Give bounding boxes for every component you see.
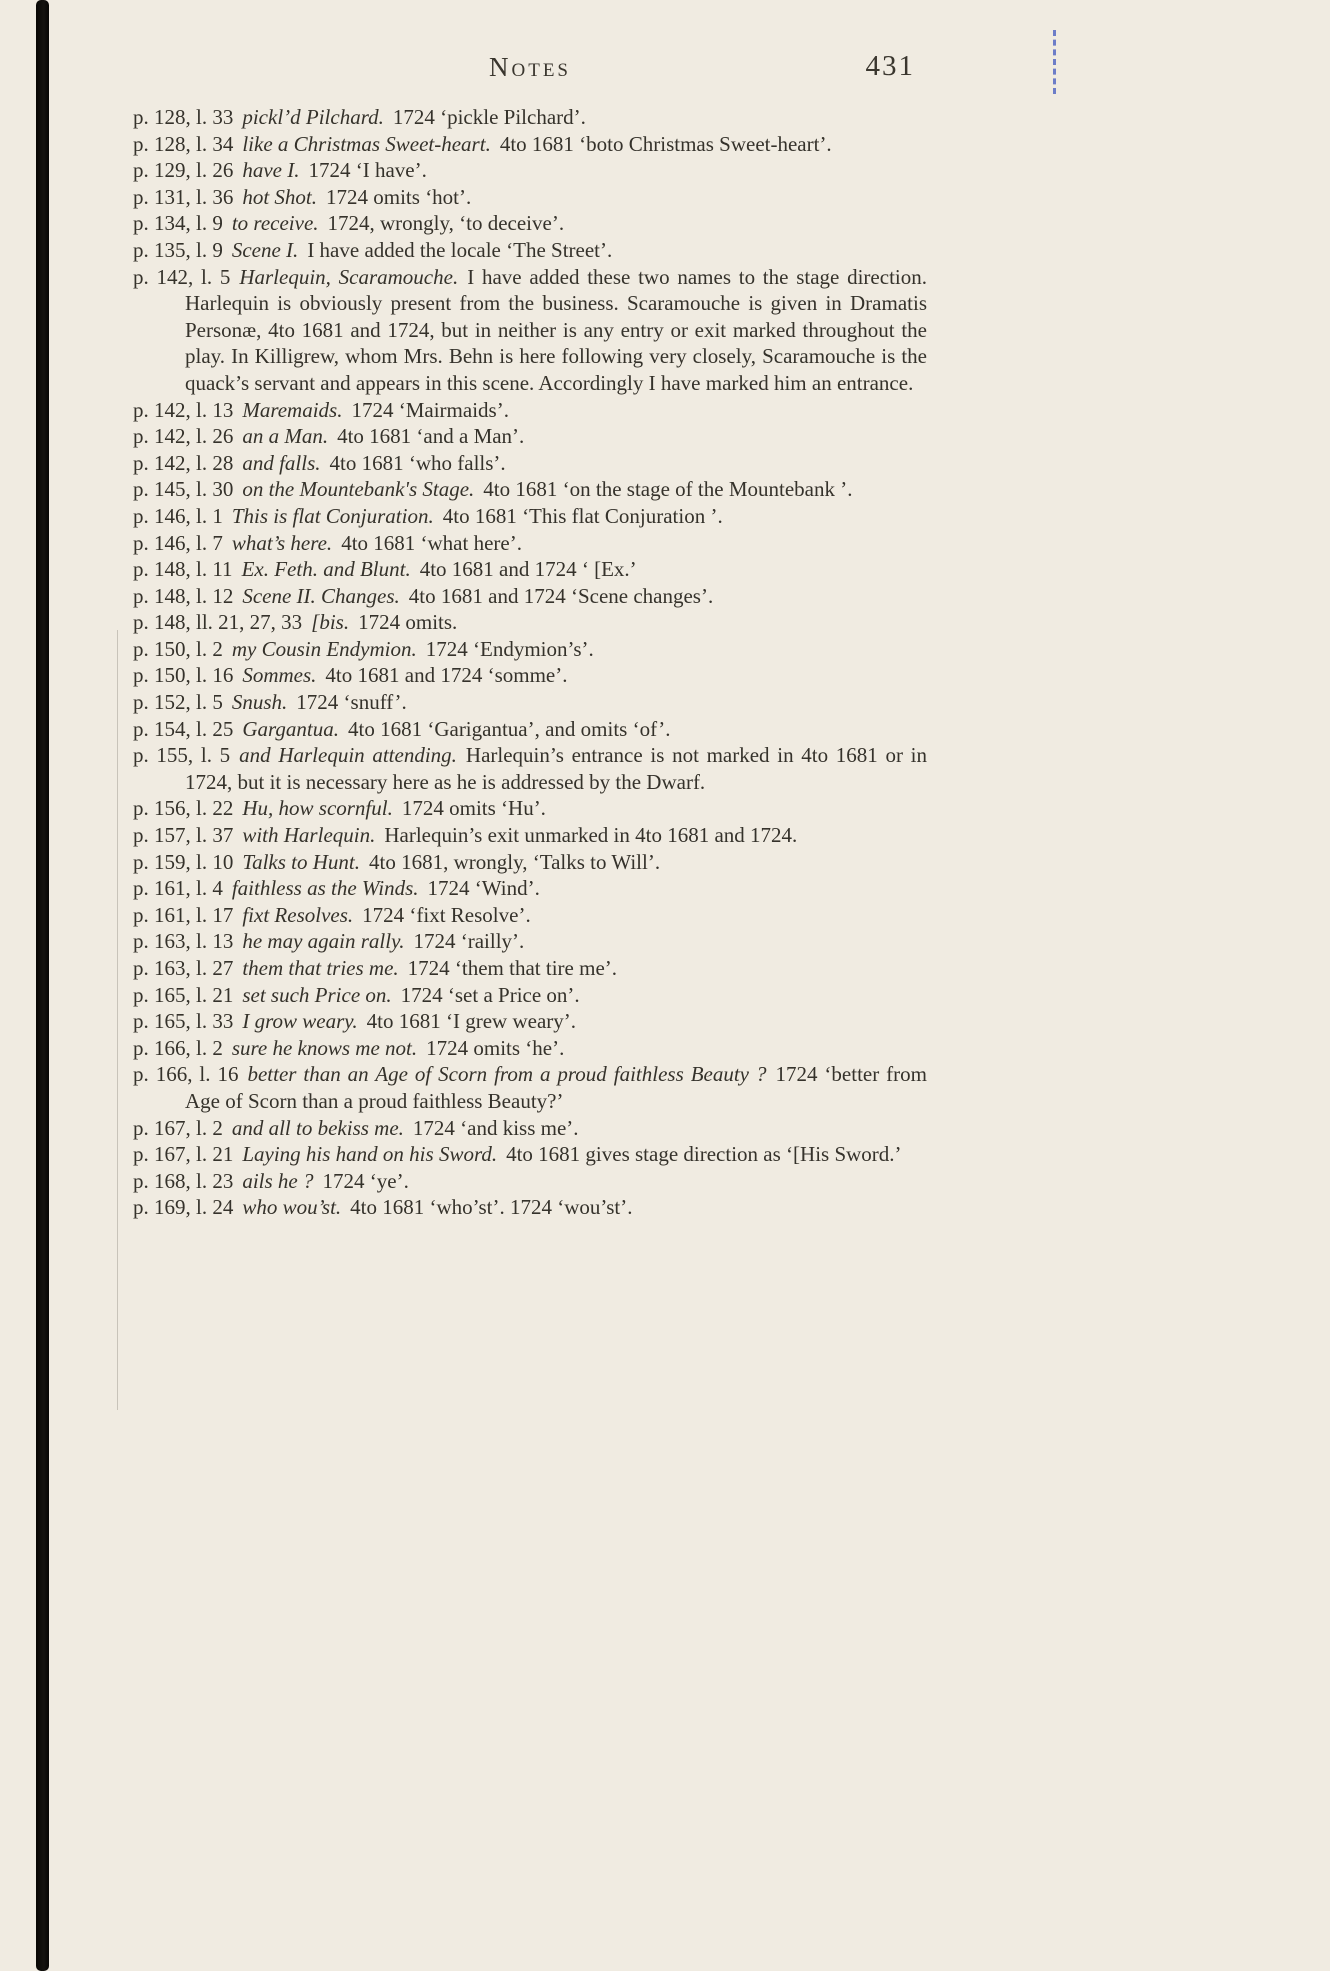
note-entry: [133, 928, 927, 955]
entry-note-text: 4to 1681 ‘Garigantua’, and omits ‘of’.: [348, 716, 671, 741]
page-header: [133, 52, 927, 98]
entry-page-line-ref: p. 159, l. 10: [133, 849, 234, 874]
entry-page-line-ref: p. 134, l. 9: [133, 211, 223, 236]
entry-note-text: 4to 1681 ‘I grew weary’.: [366, 1009, 576, 1034]
entry-lemma: I grow weary.: [242, 1009, 358, 1034]
entry-page-line-ref: p. 165, l. 33: [133, 1009, 234, 1034]
page-crease: [117, 630, 118, 1410]
entry-note-text: 4to 1681 and 1724 ‘somme’.: [325, 663, 568, 688]
entry-lemma: Maremaids.: [242, 397, 343, 422]
entry-lemma: Ex. Feth. and Blunt.: [241, 557, 411, 582]
entry-page-line-ref: p. 131, l. 36: [133, 184, 234, 209]
entry-lemma: hot Shot.: [242, 184, 318, 209]
entry-note-text: I have added these two names to the stage direction. Harlequin is obviously present from the business. Scaramouche is given in Dramatis Personæ, 4to 1681 and 1724, but in neither is any entry or exit marked throughout the play. In Killigrew, whom Mrs. Behn is here following very closely, Scaramouche is the quack’s servant and appears in this scene. Accordingly I have marked him an entrance.: [185, 264, 927, 395]
entry-page-line-ref: p. 142, l. 5: [133, 264, 231, 289]
note-entry: [133, 131, 927, 158]
entry-page-line-ref: p. 155, l. 5: [133, 743, 231, 768]
entry-page-line-ref: p. 166, l. 2: [133, 1035, 223, 1060]
entry-lemma: fixt Resolves.: [242, 902, 354, 927]
entry-note-text: 1724 ‘set a Price on’.: [400, 982, 580, 1007]
note-entry: [133, 556, 927, 583]
entry-page-line-ref: p. 146, l. 7: [133, 530, 223, 555]
entry-lemma: set such Price on.: [242, 982, 392, 1007]
note-entry: [133, 689, 927, 716]
entry-lemma: Hu, how scornful.: [242, 796, 393, 821]
note-entry: [133, 1194, 927, 1221]
entry-lemma: pickl’d Pilchard.: [242, 105, 384, 129]
page-title: Notes: [489, 52, 571, 82]
notes-list: [133, 104, 927, 1221]
entry-note-text: 1724 ‘Wind’.: [427, 876, 540, 901]
entry-note-text: 4to 1681, wrongly, ‘Talks to Will’.: [369, 849, 661, 874]
entry-page-line-ref: p. 148, ll. 21, 27, 33: [133, 610, 303, 635]
note-entry: [133, 503, 927, 530]
entry-lemma: better than an Age of Scorn from a proud faithless Beauty ?: [247, 1062, 767, 1087]
entry-note-text: 4to 1681 ‘and a Man’.: [337, 424, 525, 449]
note-entry: [133, 530, 927, 557]
entry-lemma: This is flat Conjuration.: [231, 503, 434, 528]
entry-page-line-ref: p. 135, l. 9: [133, 237, 223, 262]
note-entry: [133, 875, 927, 902]
entry-lemma: Laying his hand on his Sword.: [242, 1142, 498, 1167]
entry-page-line-ref: p. 148, l. 12: [133, 583, 234, 608]
entry-lemma: he may again rally.: [242, 929, 405, 954]
entry-note-text: 1724 ‘and kiss me’.: [412, 1115, 579, 1140]
note-entry: [133, 716, 927, 743]
entry-lemma: like a Christmas Sweet-heart.: [242, 131, 491, 156]
entry-lemma: what’s here.: [231, 530, 333, 555]
note-entry: [133, 237, 927, 264]
note-entry: [133, 795, 927, 822]
note-entry: [133, 210, 927, 237]
note-entry: [133, 184, 927, 211]
note-entry: [133, 1115, 927, 1142]
entry-page-line-ref: p. 129, l. 26: [133, 158, 234, 183]
entry-lemma: on the Mountebank's Stage.: [242, 477, 475, 502]
entry-note-text: 4to 1681 ‘This flat Conjuration ’.: [442, 503, 723, 528]
entry-note-text: 1724 omits ‘he’.: [426, 1035, 565, 1060]
entry-note-text: 1724 omits.: [358, 610, 458, 635]
note-entry: [133, 1168, 927, 1195]
entry-lemma: to receive.: [231, 211, 319, 236]
entry-page-line-ref: p. 168, l. 23: [133, 1168, 234, 1193]
entry-page-line-ref: p. 167, l. 2: [133, 1115, 223, 1140]
entry-page-line-ref: p. 163, l. 13: [133, 929, 234, 954]
entry-lemma: have I.: [242, 158, 300, 183]
note-entry: [133, 636, 927, 663]
entry-page-line-ref: p. 165, l. 21: [133, 982, 234, 1007]
entry-note-text: 1724 ‘them that tire me’.: [407, 956, 618, 980]
entry-lemma: [bis.: [311, 610, 350, 635]
note-entry: [133, 583, 927, 610]
entry-note-text: 1724 omits ‘hot’.: [326, 184, 472, 209]
note-entry: [133, 662, 927, 689]
entry-lemma: and Harlequin attending.: [239, 743, 457, 768]
note-entry: [133, 955, 927, 982]
entry-note-text: 4to 1681 gives stage direction as ‘[His Sword.’: [506, 1142, 902, 1167]
entry-page-line-ref: p. 166, l. 16: [133, 1062, 239, 1087]
entry-lemma: with Harlequin.: [242, 823, 376, 848]
entry-note-text: 1724 ‘Mairmaids’.: [351, 397, 509, 422]
entry-lemma: Harlequin, Scaramouche.: [239, 264, 459, 289]
entry-page-line-ref: p. 152, l. 5: [133, 690, 223, 715]
entry-note-text: 4to 1681 and 1724 ‘ [Ex.’: [419, 557, 637, 582]
entry-page-line-ref: p. 128, l. 34: [133, 131, 234, 156]
entry-note-text: 4to 1681 and 1724 ‘Scene changes’.: [408, 583, 714, 608]
entry-note-text: 4to 1681 ‘who falls’.: [329, 450, 506, 475]
entry-note-text: 1724 ‘fixt Resolve’.: [362, 902, 531, 927]
entry-note-text: 1724 ‘ye’.: [322, 1168, 409, 1193]
entry-lemma: faithless as the Winds.: [231, 876, 419, 901]
entry-page-line-ref: p. 142, l. 28: [133, 450, 234, 475]
entry-note-text: 4to 1681 ‘boto Christmas Sweet-heart’.: [499, 131, 832, 156]
note-entry: [133, 902, 927, 929]
entry-note-text: 1724 ‘Endymion’s’.: [425, 636, 594, 661]
entry-note-text: 1724 omits ‘Hu’.: [401, 796, 546, 821]
entry-page-line-ref: p. 150, l. 2: [133, 636, 223, 661]
entry-page-line-ref: p. 156, l. 22: [133, 796, 234, 821]
entry-lemma: Scene I.: [231, 237, 299, 262]
note-entry: [133, 1061, 927, 1114]
note-entry: [133, 849, 927, 876]
entry-page-line-ref: p. 154, l. 25: [133, 716, 234, 741]
entry-page-line-ref: p. 161, l. 4: [133, 876, 223, 901]
entry-note-text: 1724 ‘snuff’.: [296, 690, 407, 715]
entry-page-line-ref: p. 128, l. 33: [133, 105, 234, 129]
entry-lemma: an a Man.: [242, 424, 329, 449]
entry-note-text: 1724 ‘I have’.: [308, 158, 427, 183]
entry-note-text: Harlequin’s entrance is not marked in 4to 1681 or in 1724, but it is necessary here as he is addressed by the Dwarf.: [185, 743, 927, 794]
entry-lemma: Sommes.: [242, 663, 317, 688]
book-binding-shadow: [36, 0, 49, 1971]
note-entry: [133, 1035, 927, 1062]
entry-page-line-ref: p. 150, l. 16: [133, 663, 234, 688]
entry-lemma: and falls.: [242, 450, 321, 475]
note-entry: [133, 264, 927, 397]
entry-lemma: who wou’st.: [242, 1195, 342, 1220]
note-entry: [133, 157, 927, 184]
entry-page-line-ref: p. 163, l. 27: [133, 956, 234, 980]
note-entry: [133, 450, 927, 477]
entry-lemma: sure he knows me not.: [231, 1035, 418, 1060]
page-content: [133, 52, 927, 1221]
entry-lemma: my Cousin Endymion.: [231, 636, 417, 661]
entry-page-line-ref: p. 167, l. 21: [133, 1142, 234, 1167]
entry-lemma: Scene II. Changes.: [242, 583, 400, 608]
page-number: 431: [865, 50, 915, 82]
entry-page-line-ref: p. 148, l. 11: [133, 557, 233, 582]
entry-lemma: Talks to Hunt.: [242, 849, 361, 874]
entry-note-text: 4to 1681 ‘on the stage of the Mountebank ’.: [483, 477, 853, 502]
entry-note-text: Harlequin’s exit unmarked in 4to 1681 and 1724.: [384, 823, 798, 848]
entry-note-text: 1724 ‘pickle Pilchard’.: [392, 105, 586, 129]
entry-page-line-ref: p. 145, l. 30: [133, 477, 234, 502]
note-entry: [133, 397, 927, 424]
entry-page-line-ref: p. 157, l. 37: [133, 823, 234, 848]
entry-lemma: Gargantua.: [242, 716, 339, 741]
entry-note-text: 1724 ‘better from Age of Scorn than a proud faithless Beauty?’: [185, 1062, 927, 1113]
note-entry: [133, 104, 927, 131]
note-entry: [133, 982, 927, 1009]
entry-note-text: 1724, wrongly, ‘to deceive’.: [327, 211, 565, 236]
entry-lemma: ails he ?: [242, 1168, 314, 1193]
entry-note-text: I have added the locale ‘The Street’.: [307, 237, 613, 262]
entry-note-text: 4to 1681 ‘who’st’. 1724 ‘wou’st’.: [350, 1195, 633, 1220]
note-entry: [133, 1008, 927, 1035]
entry-page-line-ref: p. 146, l. 1: [133, 503, 223, 528]
entry-note-text: 4to 1681 ‘what here’.: [341, 530, 522, 555]
note-entry: [133, 1141, 927, 1168]
entry-page-line-ref: p. 142, l. 13: [133, 397, 234, 422]
entry-page-line-ref: p. 142, l. 26: [133, 424, 234, 449]
entry-lemma: Snush.: [231, 690, 288, 715]
note-entry: [133, 609, 927, 636]
entry-lemma: and all to bekiss me.: [231, 1115, 404, 1140]
note-entry: [133, 476, 927, 503]
entry-lemma: them that tries me.: [242, 956, 399, 980]
note-entry: [133, 822, 927, 849]
entry-page-line-ref: p. 161, l. 17: [133, 902, 234, 927]
note-entry: [133, 423, 927, 450]
entry-page-line-ref: p. 169, l. 24: [133, 1195, 234, 1220]
entry-note-text: 1724 ‘railly’.: [413, 929, 525, 954]
blue-scan-mark: [1053, 30, 1056, 94]
note-entry: [133, 742, 927, 795]
